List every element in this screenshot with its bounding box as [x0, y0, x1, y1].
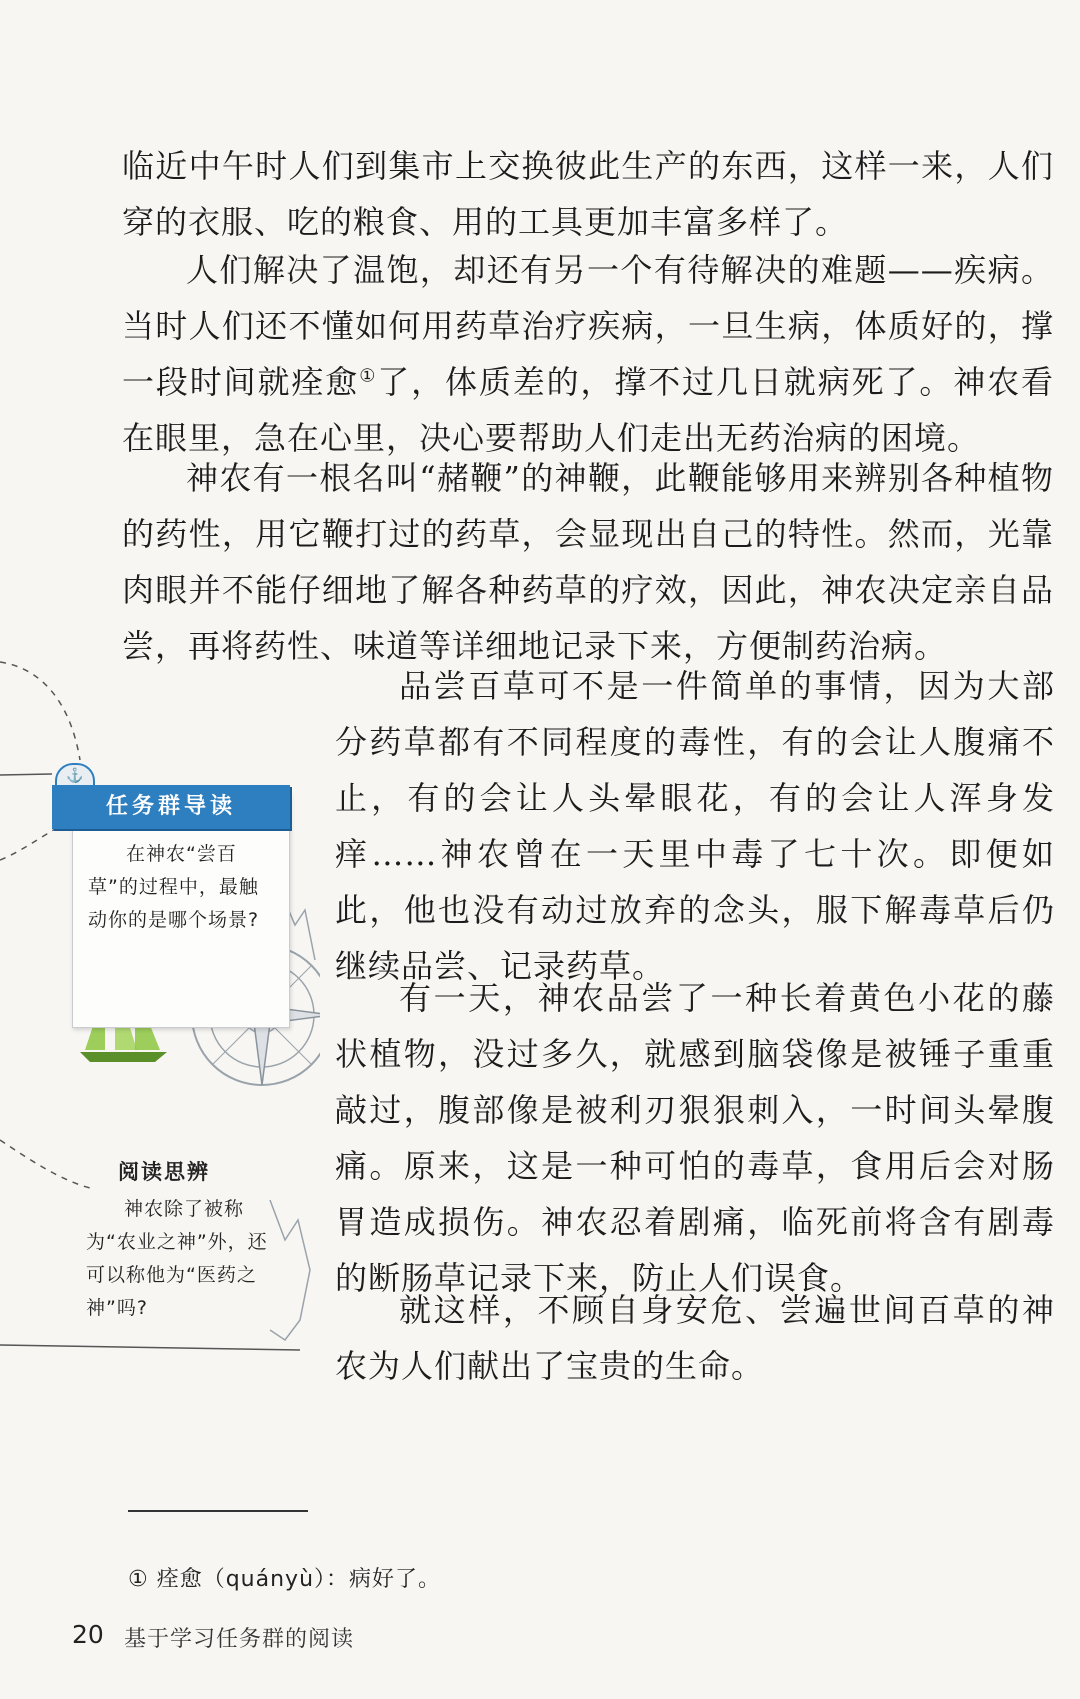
paragraph-2: [122, 242, 1054, 466]
footnote-reference[interactable]: ①: [359, 365, 378, 387]
paragraph-5: 有一天，神农品尝了一种长着黄色小花的藤状植物，没过多久，就感到脑袋像是被锤子重重敲过，腹部像是被利刃狠狠刺入，一时间头晕腹痛。原来，这是一种可怕的毒草，食用后会对肠胃造成损伤。神农忍着剧痛，临死前将含有剧毒的断肠草记录下来，防止人们误食。: [335, 979, 1055, 1297]
route-line: [0, 774, 52, 775]
footnote-divider: [128, 1510, 308, 1512]
dashed-route-line-3: [0, 1140, 90, 1188]
paragraph-3: 神农有一根名叫“赭鞭”的神鞭，此鞭能够用来辨别各种植物的药性，用它鞭打过的药草，会显现出自己的特性。然而，光靠肉眼并不能仔细地了解各种药草的疗效，因此，神农决定亲自品尝，再将药性、味道等详细地记录下来，方便制药治病。: [122, 459, 1054, 665]
paragraph-1: 临近中午时人们到集市上交换彼此生产的东西，这样一来，人们穿的衣服、吃的粮食、用的工具更加丰富多样了。: [122, 147, 1054, 241]
paragraph-6: 就这样，不顾自身安危、尝遍世间百草的神农为人们献出了宝贵的生命。: [335, 1291, 1055, 1385]
dashed-route-line: [0, 662, 80, 760]
paragraph-2-text: 人们解决了温饱，却还有另一个有待解决的难题——疾病。当时人们还不懂如何用药草治疗疾病，一旦生病，体质好的，撑一段时间就痊愈: [122, 251, 1054, 401]
reading-thinking-title: 阅读思辨: [118, 1160, 210, 1184]
task-guide-question: 在神农“尝百草”的过程中，最触动你的是哪个场景?: [88, 843, 260, 931]
task-guide-title: 任务群导读: [52, 785, 290, 829]
anchor-icon: ⚓: [55, 763, 95, 791]
horizon-line: [0, 1345, 300, 1350]
page-number: 20: [72, 1620, 104, 1649]
reading-thinking-question: 神农除了被称为“农业之神”外，还可以称他为“医药之神”吗?: [86, 1198, 268, 1319]
paragraph-2-tail: 了，体质差的，撑不过几日就病死了。神农看在眼里，急在心里，决心要帮助人们走出无药治病的困境。: [122, 363, 1054, 457]
paragraph-4: 品尝百草可不是一件简单的事情，因为大部分药草都有不同程度的毒性，有的会让人腹痛不止，有的会让人头晕眼花，有的会让人浑身发痒……神农曾在一天里中毒了七十次。即便如此，他也没有动过放弃的念头，服下解毒草后仍继续品尝、记录药草。: [335, 667, 1055, 985]
footnote: ① 痊愈（quányù）：病好了。: [128, 1567, 442, 1592]
running-title: 基于学习任务群的阅读: [124, 1627, 355, 1652]
sidebar-decoration: [0, 640, 320, 1480]
